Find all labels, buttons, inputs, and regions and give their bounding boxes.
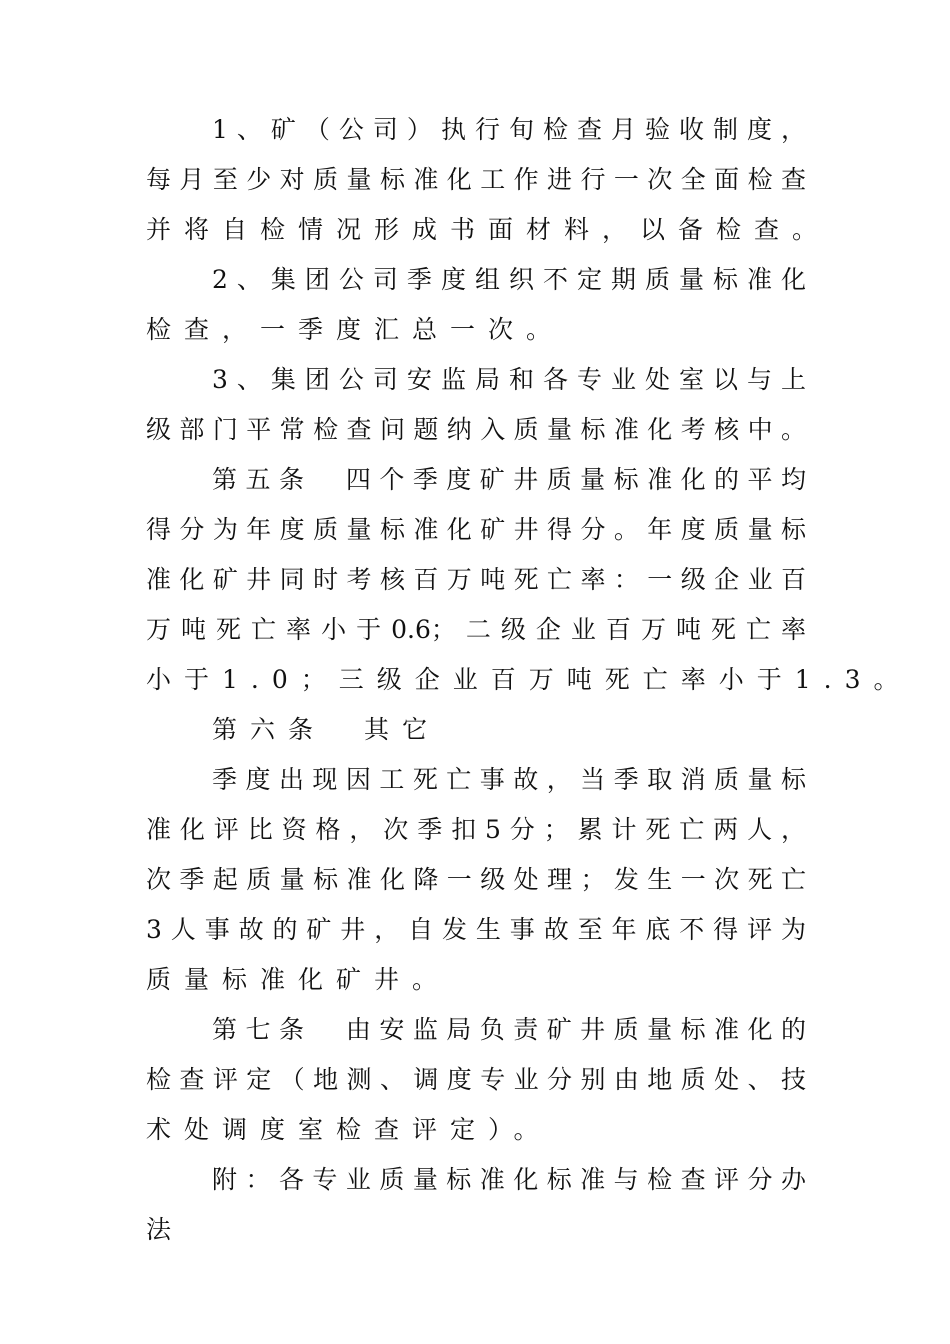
text-line: 3人事故的矿井，自发生事故至年底不得评为 [146, 915, 806, 944]
text-line: 术处调度室检查评定）。 [146, 1115, 552, 1144]
text-line: 1、矿（公司）执行旬检查月验收制度， [212, 115, 806, 144]
appendix-line: 附：各专业质量标准化标准与检查评分办 [212, 1165, 806, 1194]
text-line: 检查评定（地测、调度专业分别由地质处、技 [146, 1065, 806, 1094]
text-line: 检查，一季度汇总一次。 [146, 315, 565, 344]
text-line: 2、集团公司季度组织不定期质量标准化 [212, 265, 806, 294]
text-line: 万吨死亡率小于0.6；二级企业百万吨死亡率 [146, 615, 806, 644]
text-line: 次季起质量标准化降一级处理；发生一次死亡 [146, 865, 806, 894]
text-line: 并将自检情况形成书面材料，以备检查。 [146, 215, 831, 244]
text-line: 准化评比资格，次季扣5分；累计死亡两人， [146, 815, 806, 844]
text-line: 3、集团公司安监局和各专业处室以与上 [212, 365, 806, 394]
text-line: 得分为年度质量标准化矿井得分。年度质量标 [146, 515, 806, 544]
text-line: 准化矿井同时考核百万吨死亡率：一级企业百 [146, 565, 806, 594]
text-line: 小于1.0；三级企业百万吨死亡率小于1.3。 [146, 665, 912, 694]
text-line: 法 [146, 1215, 185, 1244]
article-6-heading: 第六条 其它 [212, 715, 441, 744]
text-line: 每月至少对质量标准化工作进行一次全面检查 [146, 165, 806, 194]
text-line: 级部门平常检查问题纳入质量标准化考核中。 [146, 415, 806, 444]
article-5-heading-line: 第五条 四个季度矿井质量标准化的平均 [212, 465, 806, 494]
text-line: 质量标准化矿井。 [146, 965, 451, 994]
article-7-heading-line: 第七条 由安监局负责矿井质量标准化的 [212, 1015, 806, 1044]
text-line: 季度出现因工死亡事故，当季取消质量标 [212, 765, 806, 794]
